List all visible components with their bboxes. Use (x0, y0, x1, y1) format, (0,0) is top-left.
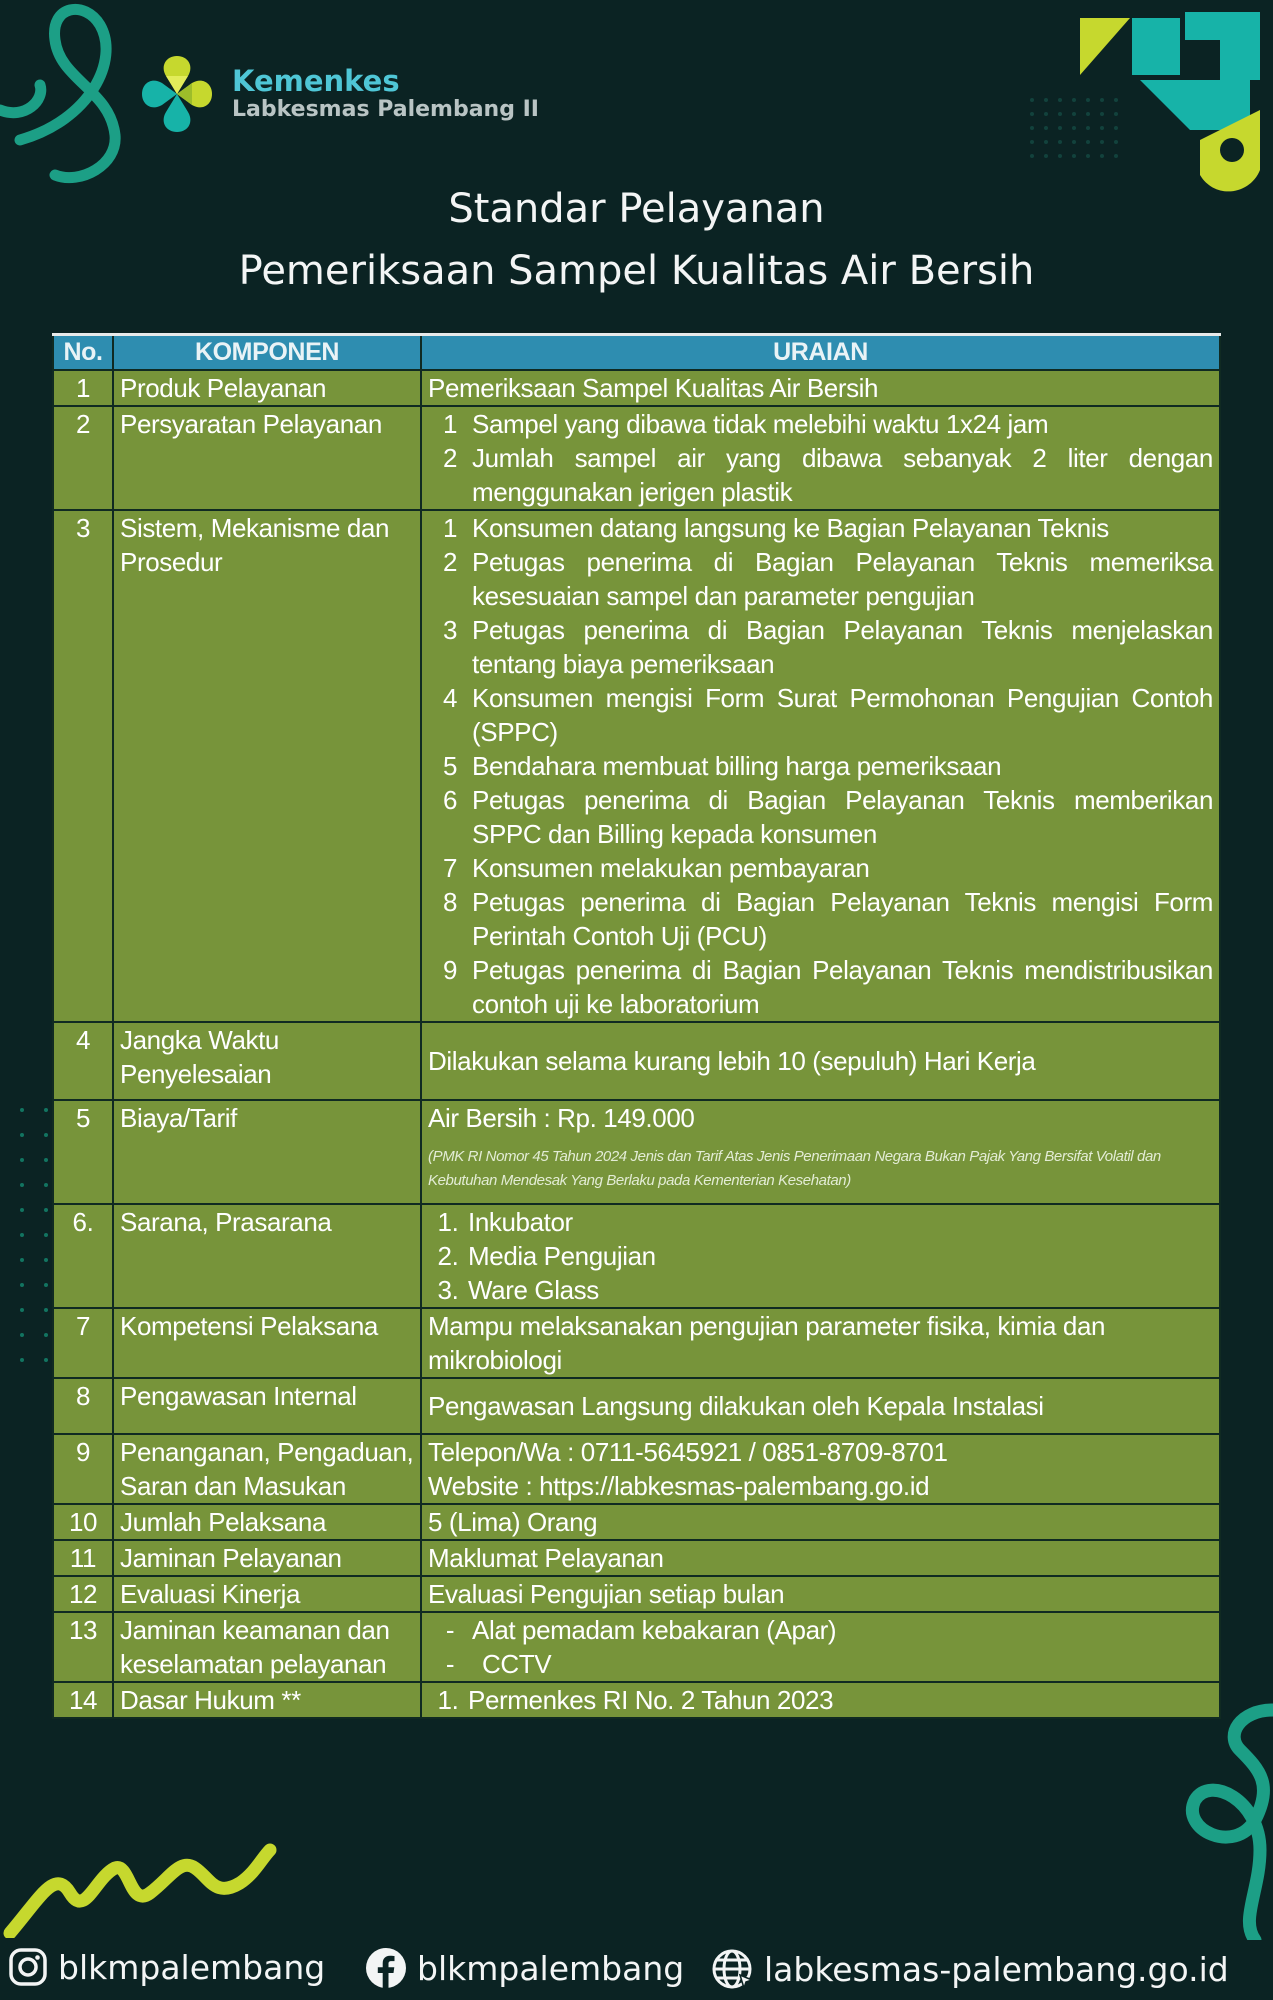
footer-website[interactable] (710, 1947, 1229, 1991)
footer (0, 1947, 1273, 1997)
row-number: 6. (53, 1204, 113, 1308)
item-text: Sampel yang dibawa tidak melebihi waktu 1x24 jam (472, 409, 1049, 439)
row-number: 1 (53, 370, 113, 406)
item-text: Konsumen mengisi Form Surat Permohonan Pengujian Contoh (SPPC) (472, 683, 1213, 747)
row-number: 5 (53, 1100, 113, 1204)
contact-phone: Telepon/Wa : 0711-5645921 / 0851-8709-8701 (428, 1437, 948, 1467)
row-number: 10 (53, 1504, 113, 1540)
row-uraian (421, 406, 1220, 510)
row-number: 9 (53, 1434, 113, 1504)
title-line-1: Standar Pelayanan (448, 186, 825, 232)
list-item (428, 1647, 1213, 1681)
row-komponen: Sistem, Mekanisme dan Prosedur (113, 510, 421, 1022)
item-number: 1 (442, 513, 458, 543)
row-number: 8 (53, 1378, 113, 1434)
list-item (428, 681, 1213, 749)
logo-name: Kemenkes (232, 64, 400, 98)
decorative-swirl-top-left (0, 0, 130, 200)
footer-instagram[interactable] (8, 1947, 325, 1987)
row-uraian (421, 510, 1220, 1022)
item-text: Petugas penerima di Bagian Pelayanan Teknis menjelaskan tentang biaya pemeriksaan (472, 615, 1213, 679)
instagram-handle: blkmpalembang (58, 1947, 326, 1987)
table-row (53, 1612, 1220, 1682)
table-row (53, 1504, 1220, 1540)
facebook-icon (365, 1947, 407, 1989)
item-text: Jumlah sampel air yang dibawa sebanyak 2 liter dengan menggunakan jerigen plastik (472, 443, 1213, 507)
list-item (428, 1273, 1213, 1307)
row-komponen: Pengawasan Internal (113, 1378, 421, 1434)
list-item (428, 441, 1213, 509)
item-number: 5 (442, 751, 458, 781)
item-text: Petugas penerima di Bagian Pelayanan Teknis memberikan SPPC dan Billing kepada konsumen (472, 785, 1213, 849)
row-komponen: Persyaratan Pelayanan (113, 406, 421, 510)
list-item (428, 1205, 1213, 1239)
table-row (53, 1378, 1220, 1434)
list-item (428, 783, 1213, 851)
row-number: 4 (53, 1022, 113, 1100)
item-text: Petugas penerima di Bagian Pelayanan Teknis mendistribusikan contoh uji ke laboratorium (472, 955, 1213, 1019)
item-number: 2. (437, 1241, 459, 1271)
list-item (428, 1239, 1213, 1273)
item-number: 1. (437, 1685, 459, 1715)
table-header-row (53, 335, 1220, 371)
row-number: 12 (53, 1576, 113, 1612)
row-uraian (421, 1204, 1220, 1308)
table-row (53, 1204, 1220, 1308)
row-uraian: 5 (Lima) Orang (421, 1504, 1220, 1540)
item-number: 9 (442, 955, 458, 985)
page-title (0, 178, 1273, 302)
item-text: Ware Glass (468, 1275, 599, 1305)
standar-pelayanan-table (52, 333, 1221, 1719)
item-text: Konsumen datang langsung ke Bagian Pelayanan Teknis (472, 513, 1109, 543)
row-uraian: Mampu melaksanakan pengujian parameter fisika, kimia dan mikrobiologi (421, 1308, 1220, 1378)
table-row (53, 1308, 1220, 1378)
header-uraian: URAIAN (421, 335, 1220, 371)
row-uraian: Pengawasan Langsung dilakukan oleh Kepala Instalasi (421, 1378, 1220, 1434)
decorative-zigzag-bottom-left (0, 1838, 290, 1938)
table-row (53, 1682, 1220, 1718)
table-row (53, 1022, 1220, 1100)
kemenkes-logo-icon (136, 50, 218, 138)
row-uraian (421, 1682, 1220, 1718)
row-komponen: Jumlah Pelaksana (113, 1504, 421, 1540)
table-row (53, 370, 1220, 406)
row-number: 14 (53, 1682, 113, 1718)
header-no: No. (53, 335, 113, 371)
table-row (53, 1434, 1220, 1504)
logo-subtitle: Labkesmas Palembang II (232, 97, 539, 122)
contact-website[interactable]: Website : https://labkesmas-palembang.go.id (428, 1471, 930, 1501)
item-number: 3. (437, 1275, 459, 1305)
item-number: 4 (442, 683, 458, 713)
kemenkes-logo (136, 50, 539, 138)
row-komponen: Jaminan keamanan dan keselamatan pelayanan (113, 1612, 421, 1682)
item-number: 6 (442, 785, 458, 815)
list-item (428, 613, 1213, 681)
row-komponen: Evaluasi Kinerja (113, 1576, 421, 1612)
table-row (53, 406, 1220, 510)
row-komponen: Dasar Hukum ** (113, 1682, 421, 1718)
list-item (428, 1683, 1213, 1717)
row-komponen: Penanganan, Pengaduan, Saran dan Masukan (113, 1434, 421, 1504)
row-komponen: Produk Pelayanan (113, 370, 421, 406)
tarif-note: (PMK RI Nomor 45 Tahun 2024 Jenis dan Tarif Atas Jenis Penerimaan Negara Bukan Pajak Yang Bersifat Volatil dan Kebutuhan Mendesak Yang Berlaku pada Kementerian Kesehatan) (428, 1148, 1161, 1189)
item-bullet: - (445, 1615, 455, 1645)
title-line-2: Pemeriksaan Sampel Kualitas Air Bersih (238, 248, 1035, 294)
item-number: 8 (442, 887, 458, 917)
row-number: 2 (53, 406, 113, 510)
item-text: Bendahara membuat billing harga pemeriksaan (472, 751, 1002, 781)
list-item (428, 953, 1213, 1021)
table-row (53, 510, 1220, 1022)
item-text: Konsumen melakukan pembayaran (472, 853, 870, 883)
item-number: 1 (442, 409, 458, 439)
header-komponen: KOMPONEN (113, 335, 421, 371)
item-text: CCTV (482, 1649, 552, 1679)
row-number: 13 (53, 1612, 113, 1682)
item-number: 2 (442, 443, 458, 473)
list-item (428, 511, 1213, 545)
item-text: Media Pengujian (468, 1241, 656, 1271)
list-item (428, 1613, 1213, 1647)
website-url: labkesmas-palembang.go.id (764, 1949, 1229, 1989)
item-text: Petugas penerima di Bagian Pelayanan Teknis mengisi Form Perintah Contoh Uji (PCU) (472, 887, 1213, 951)
decorative-swirl-bottom-right (1140, 1690, 1273, 1940)
row-uraian: Evaluasi Pengujian setiap bulan (421, 1576, 1220, 1612)
row-komponen: Sarana, Prasarana (113, 1204, 421, 1308)
list-item (428, 407, 1213, 441)
list-item (428, 545, 1213, 613)
row-komponen: Kompetensi Pelaksana (113, 1308, 421, 1378)
decorative-shapes-top-right (1020, 0, 1273, 205)
item-number: 1. (437, 1207, 459, 1237)
table-row (53, 1100, 1220, 1204)
row-number: 7 (53, 1308, 113, 1378)
item-number: 2 (442, 547, 458, 577)
list-item (428, 749, 1213, 783)
row-uraian (421, 1612, 1220, 1682)
instagram-icon (8, 1947, 48, 1987)
globe-icon (710, 1947, 754, 1991)
row-number: 11 (53, 1540, 113, 1576)
item-text: Petugas penerima di Bagian Pelayanan Teknis memeriksa kesesuaian sampel dan parameter pengujian (472, 547, 1213, 611)
row-komponen: Jangka Waktu Penyelesaian (113, 1022, 421, 1100)
list-item (428, 851, 1213, 885)
row-uraian: Dilakukan selama kurang lebih 10 (sepuluh) Hari Kerja (421, 1022, 1220, 1100)
list-item (428, 885, 1213, 953)
item-number: 3 (442, 615, 458, 645)
item-text: Alat pemadam kebakaran (Apar) (472, 1615, 837, 1645)
footer-facebook[interactable] (365, 1947, 684, 1989)
item-text: Inkubator (468, 1207, 573, 1237)
row-komponen: Biaya/Tarif (113, 1100, 421, 1204)
item-number: 7 (442, 853, 458, 883)
item-bullet: - (445, 1649, 455, 1679)
item-text: Permenkes RI No. 2 Tahun 2023 (468, 1685, 834, 1715)
tarif-value: Air Bersih : Rp. 149.000 (428, 1103, 695, 1133)
table-row (53, 1540, 1220, 1576)
row-number: 3 (53, 510, 113, 1022)
row-uraian: Pemeriksaan Sampel Kualitas Air Bersih (421, 370, 1220, 406)
table-row (53, 1576, 1220, 1612)
row-uraian (421, 1434, 1220, 1504)
row-komponen: Jaminan Pelayanan (113, 1540, 421, 1576)
row-uraian: Maklumat Pelayanan (421, 1540, 1220, 1576)
facebook-handle: blkmpalembang (417, 1948, 685, 1988)
row-uraian (421, 1100, 1220, 1204)
